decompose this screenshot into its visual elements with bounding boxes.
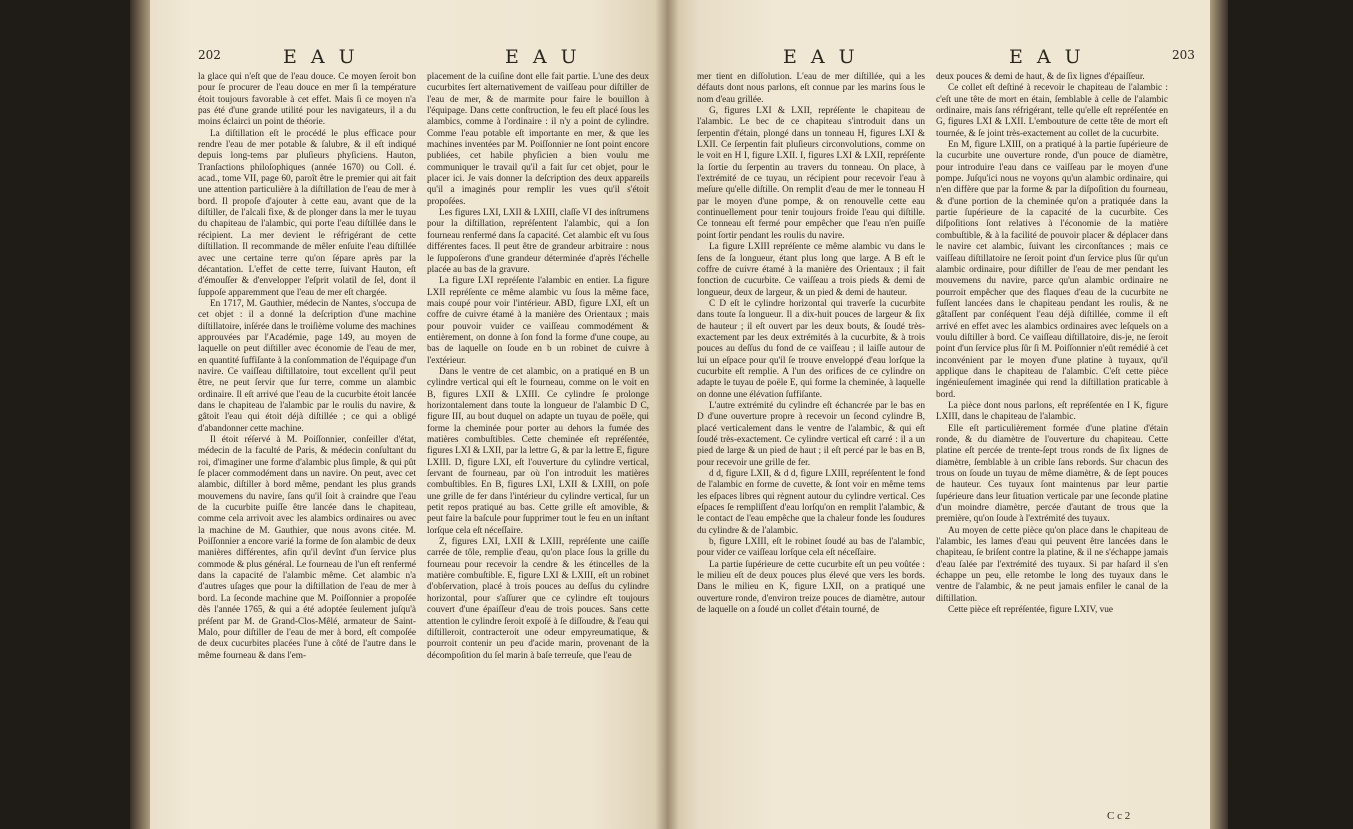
paragraph: placement de la cuiſine dont elle fait partie. L'une des deux cucurbites ſert alternativement de vaiſſeau pour diſtiller de l'eau de mer, & de marmite pour faire le bouillon à l'équipage. Dans cette conſtruction, le feu eſt placé ſous les alambics, comme à l'ordinaire : il n'y a point de cylindre. Comme l'eau potable eſt importante en mer, & que les machines inventées par M. Poiſſonnier ne ſont point encore publiées, cet habile phyſicien a bien voulu me communiquer le travail qu'il a fait ſur cet objet, pour le placer ici. Je vais donner la deſcription des deux appareils qu'il a imaginés pour remplir les vues qu'il s'étoit propoſées. [427, 72, 649, 207]
signature-mark: C c 2 [1107, 810, 1131, 822]
paragraph: mer tient en diſſolution. L'eau de mer diſtillée, qui a les défauts dont nous parlons, eſt connue par les marins ſous le nom d'eau grillée. [697, 72, 925, 105]
page-number-left: 202 [198, 48, 221, 62]
paragraph: La partie ſupérieure de cette cucurbite eſt un peu voûtée : le milieu eſt de deux pouces plus élevé que vers les bords. Dans le milieu en K, figure LXII, on a pratiqué une ouverture ronde, d'environ treize pouces de diamètre, autour de laquelle on a ſoudé un collet d'étain tourné, de [697, 559, 925, 616]
right-page-column-1 [697, 72, 925, 617]
running-head-left-1: E A U [283, 46, 359, 68]
paragraph: G, figures LXI & LXII, repréſente le chapiteau de l'alambic. Le bec de ce chapiteau s'introduit dans un ſerpentin d'étain, plongé dans un tonneau H, figures LXI & LXII. Ce ſerpentin fait pluſieurs circonvolutions, comme on le voit en H I, figure LXII. I, figures LXI & LXII, repréſente la ſortie du ſerpentin au travers du tonneau. On place, à l'extrémité de ce tuyau, un récipient pour recevoir l'eau à meſure qu'elle diſtille. On remplit d'eau de mer le tonneau H par le moyen d'une pompe, & on renouvelle cette eau continuellement pour tenir toujours froide l'eau qui diſtille. Ce tonneau eſt fermé pour empêcher que l'eau n'en puiſſe point ſortir pendant les roulis du navire. [697, 106, 925, 241]
paragraph: la glace qui n'eſt que de l'eau douce. Ce moyen ſeroit bon pour ſe procurer de l'eau douce en mer ſi la température étoit toujours favorable à cet effet. Mais ſi ce moyen n'a pas été d'une grande utilité pour les navigateurs, il a du moins éclairci un point de théorie. [198, 72, 416, 128]
paragraph: b, figure LXIII, eſt le robinet ſoudé au bas de l'alambic, pour vider ce vaiſſeau lorſque cela eſt néceſſaire. [697, 537, 925, 559]
paragraph: La diſtillation eſt le procédé le plus efficace pour rendre l'eau de mer potable & ſalubre, & il eſt indiqué depuis long-tems par pluſieurs phyſiciens. Hauton, Tranſactions philoſophiques (année 1670) ou Coll. é. acad., tome VII, page 60, paroît être le premier qui ait fait une attention particulière à la diſtillation de l'eau de mer à bord. Il propoſe d'ajouter à cette eau, avant que de la diſtiller, de l'alcali fixe, & de plonger dans la mer le tuyau du chapiteau de l'alambic, qui porte l'eau diſtillée dans le récipient. La mer devient le réfrigérant de cette diſtillation. Il recommande de mêler enſuite l'eau diſtillée avec une certaine terre qu'on ſépare après par la décantation. L'effet de cette terre, ſuivant Hauton, eſt d'émouſſer & d'envelopper l'eſprit volatil de ſel, dont il ſuppoſe apparemment que l'eau de mer eſt chargée. [198, 128, 416, 298]
left-page-column-1 [198, 72, 416, 662]
paragraph: Cette pièce eſt repréſentée, figure LXIV, vue [948, 605, 1114, 616]
paragraph: Elle eſt particulièrement formée d'une platine d'étain ronde, & du diamètre de l'ouverture du chapiteau. Cette platine eſt percée de trente-ſept trous ronds de ſix lignes de diamètre, ſemblable à un crible ſans rebords. Sur chacun des trous on ſoude un tuyau de même diamètre, & de ſept pouces de hauteur. Ces tuyaux ſont maintenus par leur partie ſupérieure dans leur ſituation verticale par une ſeconde platine d'un moindre diamètre, percée d'autant de trous que la première, qu'on ſoude à l'extrémité des tuyaux. [936, 423, 1168, 525]
paragraph: L'autre extrémité du cylindre eſt échancrée par le bas en D d'une ouverture propre à recevoir un ſecond cylindre B, placé verticalement dans le ventre de l'alambic, & qui eſt ſoudé très-exactement. Ce cylindre vertical eſt carré : il a un pied de large & un pied de haut ; il eſt percé par le bas en B, pour recevoir une grille de fer. [697, 400, 925, 468]
paragraph: Il étoit réſervé à M. Poiſſonnier, conſeiller d'état, médecin de la faculté de Paris, & médecin conſultant du roi, d'imaginer une forme d'alambic plus ſimple, & qui pût ſe placer commodément dans un navire. On peut, avec cet alambic, diſtiller à bord même, pendant les plus grands mouvemens du navire, ſans qu'il ſoit à craindre que l'eau de la cucurbite puiſſe être lancée dans le chapiteau, comme cela arrivoit avec les alambics ordinaires ou avec la machine de M. Gauthier, que nous avons citée. M. Poiſſonnier a encore varié la forme de ſon alambic de deux manières différentes, afin qu'il devînt d'un ſervice plus commode & plus général. Le fourneau de l'un eſt renfermé dans la capacité de l'alambic même. Cet alambic n'a d'autres uſages que pour la diſtillation de l'eau de mer à bord. La ſeconde machine que M. Poiſſonnier a propoſée dès l'année 1765, & qui a été adoptée ſeulement juſqu'à préſent par M. de Grand-Clos-Mêlé, armateur de Saint-Malo, pour diſtiller de l'eau de mer à bord, eſt compoſée de deux cucurbites placées l'une à côté de l'autre dans le même fourneau & dans l'em- [198, 435, 417, 661]
book-gutter [655, 0, 679, 829]
right-page [667, 0, 1210, 829]
paragraph: Au moyen de cette pièce qu'on place dans le chapiteau de l'alambic, les lames d'eau qui peuvent être lancées dans le chapiteau, ſe briſent contre la platine, & il ne s'échappe jamais d'eau ſalée par l'extrémité des tuyaux. Si par haſard il s'en échappe un peu, elle retombe le long des tuyaux dans le ventre de l'alambic, & ne peut jamais enfiler le canal de la diſtillation. [936, 525, 1168, 604]
paragraph: C D eſt le cylindre horizontal qui traverſe la cucurbite dans toute ſa longueur. Il a dix-huit pouces de largeur & ſix de hauteur ; il eſt ouvert par les deux bouts, & ſoudé très-exactement par les deux extrémités à la cucurbite, & à trois pouces au deſſus du fond de ce vaiſſeau ; il laiſſe autour de lui un eſpace pour qu'il ſe trouve enveloppé d'eau lorſque la cucurbite eſt remplie. A l'un des orifices de ce cylindre on adapte le tuyau de poële E, qui forme la cheminée, à laquelle on donne une élévation ſuffiſante. [697, 298, 925, 400]
paragraph: En M, figure LXIII, on a pratiqué à la partie ſupérieure de la cucurbite une ouverture ronde, d'un pouce de diamètre, pour introduire l'eau dans ce vaiſſeau par le moyen d'une pompe. Juſqu'ici nous ne voyons qu'un alambic ordinaire, qui n'en diffère que par la forme & par la diſpoſition du fourneau, & d'une portion de la cheminée qu'on a pratiquée dans la partie ſupérieure de la capacité de la cucurbite. Ces diſpoſitions ſont relatives à l'économie de la matière combuſtible, & à la facilité de pouvoir placer & déplacer dans le navire cet alambic, ſuivant les circonſtances ; mais ce vaiſſeau diſtillatoire ne ſeroit point d'un ſervice plus ſûr qu'un alambic ordinaire, pour diſtiller de l'eau de mer pendant les mouvemens du navire, parce qu'un alambic ordinaire ne pourroit empêcher que des flaques d'eau de la cucurbite ne fuſſent lancées dans le chapiteau pendant les roulis, & ne gâtaſſent par conſéquent l'eau déjà diſtillée, comme il eſt arrivé en effet avec les alambics ordinaires avec leſquels on a voulu diſtiller à bord. Ce vaiſſeau diſtillatoire, dis-je, ne ſeroit point d'un ſervice plus ſûr ſi M. Poiſſonnier n'eût remédié à cet inconvénient par le moyen d'une platine à tuyaux, qu'il applique dans le chapiteau de l'alambic. C'eſt cette pièce ingénieuſement imaginée qui rend la diſtillation praticable à bord. [936, 140, 1168, 400]
paragraph: Ce collet eſt deſtiné à recevoir le chapiteau de l'alambic : c'eſt une tête de mort en étain, ſemblable à celle de l'alambic ordinaire, mais ſans réfrigérant, telle qu'elle eſt repréſentée en G, figures LXI & LXII. L'embouture de cette tête de mort eſt tournée, & ſe joint très-exactement au collet de la cucurbite. [936, 83, 1168, 139]
paragraph: deux pouces & demi de haut, & de ſix lignes d'épaiſſeur. [936, 72, 1145, 82]
left-page [150, 0, 667, 829]
left-page-column-2 [427, 72, 649, 662]
paragraph: La figure LXIII repréſente ce même alambic vu dans le ſens de ſa longueur, étant plus long que large. A B eſt le coffre de cuivre étamé à la manière des Orientaux ; il fait fonction de cucurbite. Ce vaiſſeau a trois pieds & demi de longueur, deux de largeur, & un pied & demi de hauteur. [697, 242, 925, 298]
running-head-right-2: E A U [1009, 46, 1085, 68]
left-page-edge [130, 0, 152, 829]
paragraph: En 1717, M. Gauthier, médecin de Nantes, s'occupa de cet objet : il a donné la deſcription d'une machine diſtillatoire, inſérée dans le troiſième volume des machines approuvées par l'Académie, page 149, au moyen de laquelle on peut diſtiller avec économie de l'eau de mer, en quantité ſuffiſante à la conſommation de l'équipage d'un navire. Ce vaiſſeau diſtillatoire, tout excellent qu'il peut être, ne peut ſervir que ſur terre, comme un alambic ordinaire. Il eſt arrivé que l'eau de la cucurbite étoit lancée dans le chapiteau de l'alambic par le roulis du navire, & gâtoit l'eau qui étoit déjà diſtillée ; ce qui a obligé d'abandonner cette machine. [198, 298, 416, 434]
running-head-left-2: E A U [505, 46, 581, 68]
paragraph: Dans le ventre de cet alambic, on a pratiqué en B un cylindre vertical qui eſt le fourneau, comme on le voit en B, figures LXII & LXIII. Ce cylindre ſe prolonge horizontalement dans toute la longueur de l'alambic D C, figure III, au bout duquel on adapte un tuyau de poële, qui forme la cheminée pour porter au dehors la fumée des matières combuſtibles. Cette cheminée eſt repréſentée, figures LXI & LXII, par la lettre G, & par la lettre E, figure LXIII. D, figure LXI, eſt l'ouverture du cylindre vertical, ſervant de fourneau, par où l'on introduit les matières combuſtibles. En B, figures LXI, LXII & LXIII, on poſe une grille de fer dans l'intérieur du cylindre vertical, ſur un petit repos pratiqué au bas. Cette grille eſt amovible, & peut faire la baſcule pour ſupprimer tout le feu en un inſtant lorſque cela eſt néceſſaire. [427, 366, 649, 536]
right-page-edge [1208, 0, 1228, 829]
paragraph: d d, figure LXII, & d d, figure LXIII, repréſentent le fond de l'alambic en forme de cuvette, & ſont voir en même tems les eſpaces libres qui règnent autour du cylindre vertical. Ces eſpaces ſe rempliſſent d'eau lorſqu'on en remplit l'alambic, & le contact de l'eau empêche que la chaleur fonde les ſoudures du cylindre & de l'alambic. [697, 469, 925, 536]
paragraph: La figure LXI repréſente l'alambic en entier. La figure LXII repréſente ce même alambic vu ſous la même face, mais coupé pour voir l'intérieur. ABD, figure LXI, eſt un coffre de cuivre étamé à la manière des Orientaux ; mais pour pouvoir vuider ce vaiſſeau commodément & entièrement, on donne à ſon fond la forme d'une coupe, au bas de laquelle on ſoude en b un robinet de cuivre à l'extérieur. [427, 276, 649, 366]
running-head-right-1: E A U [783, 46, 859, 68]
paragraph: La pièce dont nous parlons, eſt repréſentée en I K, figure LXIII, dans le chapiteau de l'alambic. [936, 400, 1168, 423]
paragraph: Z, figures LXI, LXII & LXIII, repréſente une caiſſe carrée de tôle, remplie d'eau, qu'on place ſous la grille du fourneau pour recevoir la cendre & les étincelles de la matière combuſtible. E, figure LXI & LXIII, eſt un robinet d'obſervation, placé à trois pouces au deſſus du cylindre horizontal, pour s'aſſurer que ce cylindre eſt toujours couvert d'une épaiſſeur d'eau de trois pouces. Sans cette attention le cylindre ſeroit expoſé à ſe diſſoudre, & l'eau qui diſtilleroit, contracteroit une odeur empyreumatique, & pourroit contenir un peu d'acide marin, provenant de la décompoſition du ſel marin à baſe terreuſe, que l'eau de [427, 537, 649, 661]
page-number-right: 203 [1172, 48, 1195, 62]
right-page-column-2 [936, 72, 1168, 617]
paragraph: Les figures LXI, LXII & LXIII, claſſe VI des inſtrumens pour la diſtillation, repréſentent l'alambic, qui a ſon fourneau renfermé dans ſa capacité. Cet alambic eſt vu ſous différentes faces. Il peut être de grandeur arbitraire : nous le ſuppoſerons d'une grandeur déterminée d'après l'échelle placée au bas de la gravure. [427, 208, 649, 275]
